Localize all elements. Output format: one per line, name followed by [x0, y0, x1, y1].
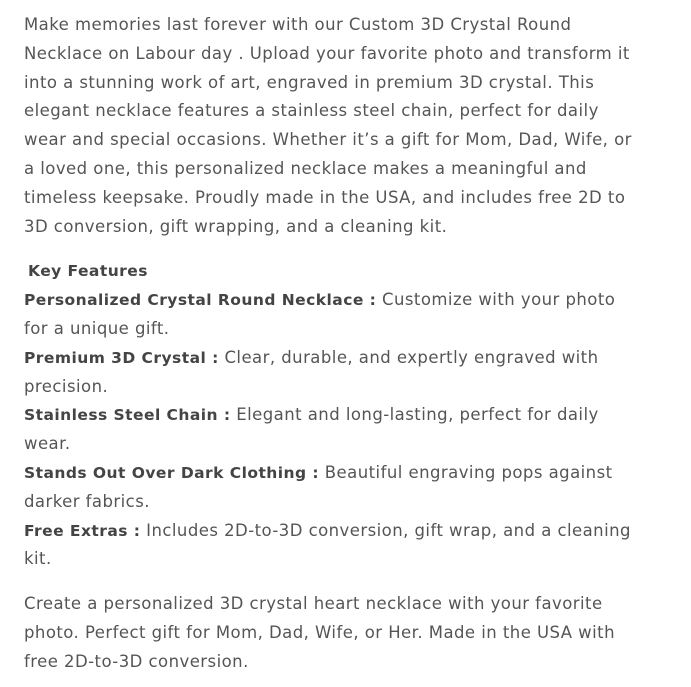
- feature-title: Stainless Steel Chain :: [24, 406, 231, 425]
- intro-paragraph: Make memories last forever with our Custom 3D Crystal Round Necklace on Labour day . Upload your favorite photo and transform it into a stunning work of art, engraved in premium 3D crystal. This elegant necklace features a stainless steel chain, perfect for daily wear and special occasions. Whether it’s a gift for Mom, Dad, Wife, or a loved one, this personalized necklace makes a meaningful and timeless keepsake. Proudly made in the USA, and includes free 2D to 3D conversion, gift wrapping, and a cleaning kit.: [24, 15, 632, 236]
- feature-text: Clear, durable, and expertly engraved with precision.: [24, 347, 599, 396]
- feature-title: Personalized Crystal Round Necklace :: [24, 291, 377, 310]
- feature-item: [24, 401, 634, 459]
- feature-text: Customize with your photo for a unique gift.: [24, 290, 616, 338]
- key-features-section: [24, 257, 634, 574]
- feature-title: Free Extras :: [24, 521, 141, 540]
- feature-title: Premium 3D Crystal :: [24, 348, 219, 367]
- key-features-heading: Key Features: [28, 262, 148, 281]
- feature-text: Includes 2D-to-3D conversion, gift wrap, and a cleaning kit.: [24, 520, 631, 569]
- feature-item: [24, 517, 634, 575]
- feature-item: [24, 459, 634, 517]
- feature-item: [24, 286, 634, 344]
- product-description: [24, 11, 634, 677]
- outro-paragraph: Create a personalized 3D crystal heart necklace with your favorite photo. Perfect gift for Mom, Dad, Wife, or Her. Made in the USA with free 2D-to-3D conversion.: [24, 594, 615, 671]
- feature-text: Elegant and long-lasting, perfect for daily wear.: [24, 405, 599, 454]
- feature-title: Stands Out Over Dark Clothing :: [24, 463, 320, 482]
- feature-item: [24, 344, 634, 402]
- feature-text: Beautiful engraving pops against darker fabrics.: [24, 462, 613, 511]
